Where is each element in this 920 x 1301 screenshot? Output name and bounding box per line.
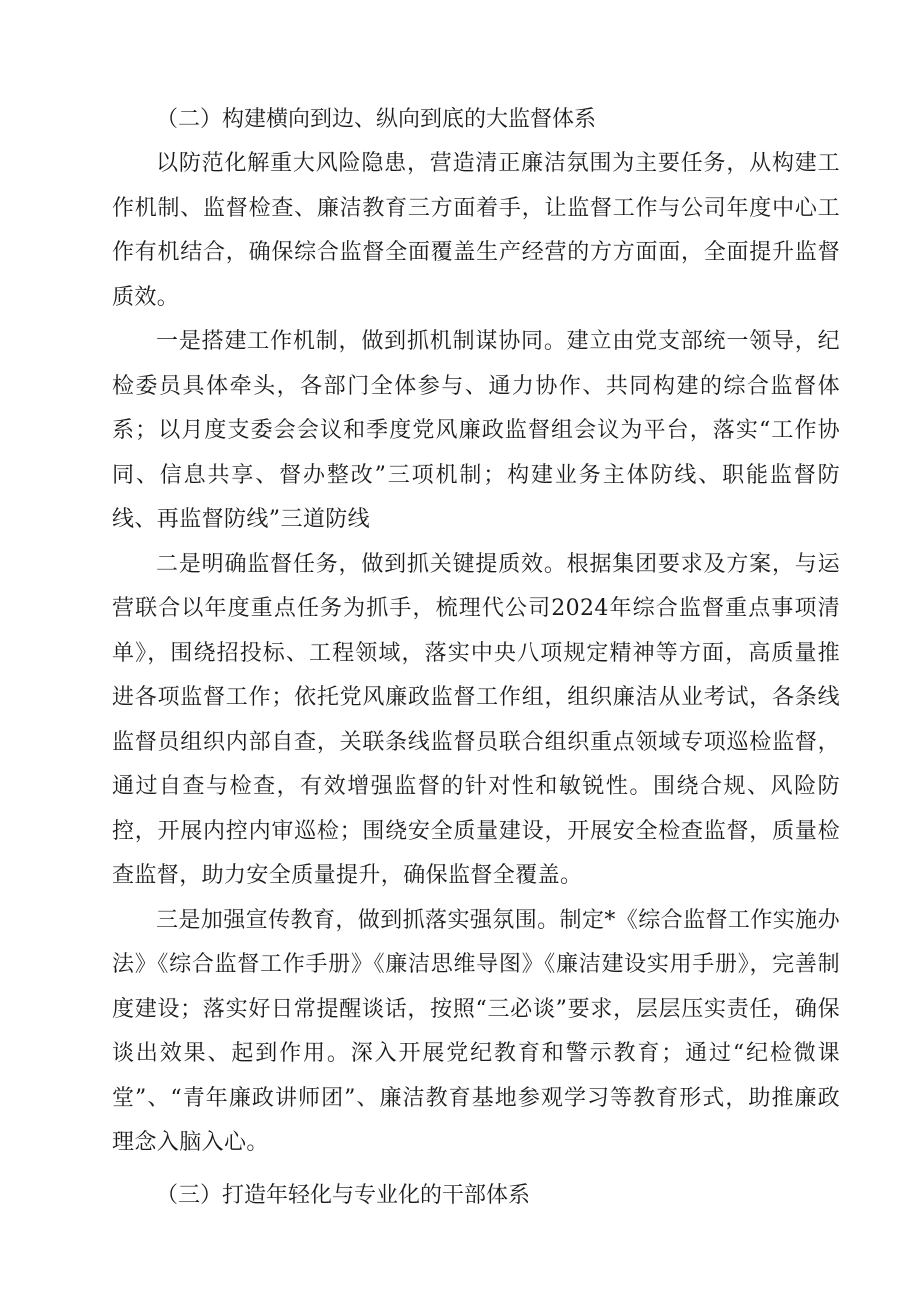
intro-paragraph: 以防范化解重大风险隐患，营造清正廉洁氛围为主要任务，从构建工作机制、监督检查、廉洁教育三方面着手，让监督工作与公司年度中心工作有机结合，确保综合监督全面覆盖生产经营的方方面面，全面提升监督质效。 xyxy=(112,151,840,310)
point-2-paragraph: 二是明确监督任务，做到抓关键提质效。根据集团要求及方案，与运营联合以年度重点任务为抓手，梳理代公司2024年综合监督重点事项清单》，围绕招投标、工程领域，落实中央八项规定精神等方面，高质量推进各项监督工作；依托党风廉政监督工作组，组织廉洁从业考试，各条线监督员组织内部自查，关联条线监督员联合组织重点领域专项巡检监督，通过自查与检查，有效增强监督的针对性和敏锐性。围绕合规、风险防控，开展内控内审巡检；围绕安全质量建设，开展安全检查监督，质量检查监督，助力安全质量提升，确保监督全覆盖。 xyxy=(112,551,840,888)
section-heading-2: （二）构建横向到边、纵向到底的大监督体系 xyxy=(156,107,597,132)
document-body xyxy=(112,98,840,1218)
point-3-paragraph: 三是加强宣传教育，做到抓落实强氛围。制定*《综合监督工作实施办法》《综合监督工作手册》《廉洁思维导图》《廉洁建设实用手册》，完善制度建设；落实好日常提醒谈话，按照“三必谈”要求，层层压实责任，确保谈出效果、起到作用。深入开展党纪教育和警示教育；通过“纪检微课堂”、“青年廉政讲师团”、廉洁教育基地参观学习等教育形式，助推廉政理念入脑入心。 xyxy=(112,907,840,1155)
section-heading-3: （三）打造年轻化与专业化的干部体系 xyxy=(156,1182,531,1208)
point-1-paragraph: 一是搭建工作机制，做到抓机制谋协同。建立由党支部统一领导，纪检委员具体牵头，各部门全体参与、通力协作、共同构建的综合监督体系；以月度支委会会议和季度党风廉政监督组会议为平台，落实“工作协同、信息共享、督办整改”三项机制；构建业务主体防线、职能监督防线、再监督防线”三道防线 xyxy=(112,329,840,532)
